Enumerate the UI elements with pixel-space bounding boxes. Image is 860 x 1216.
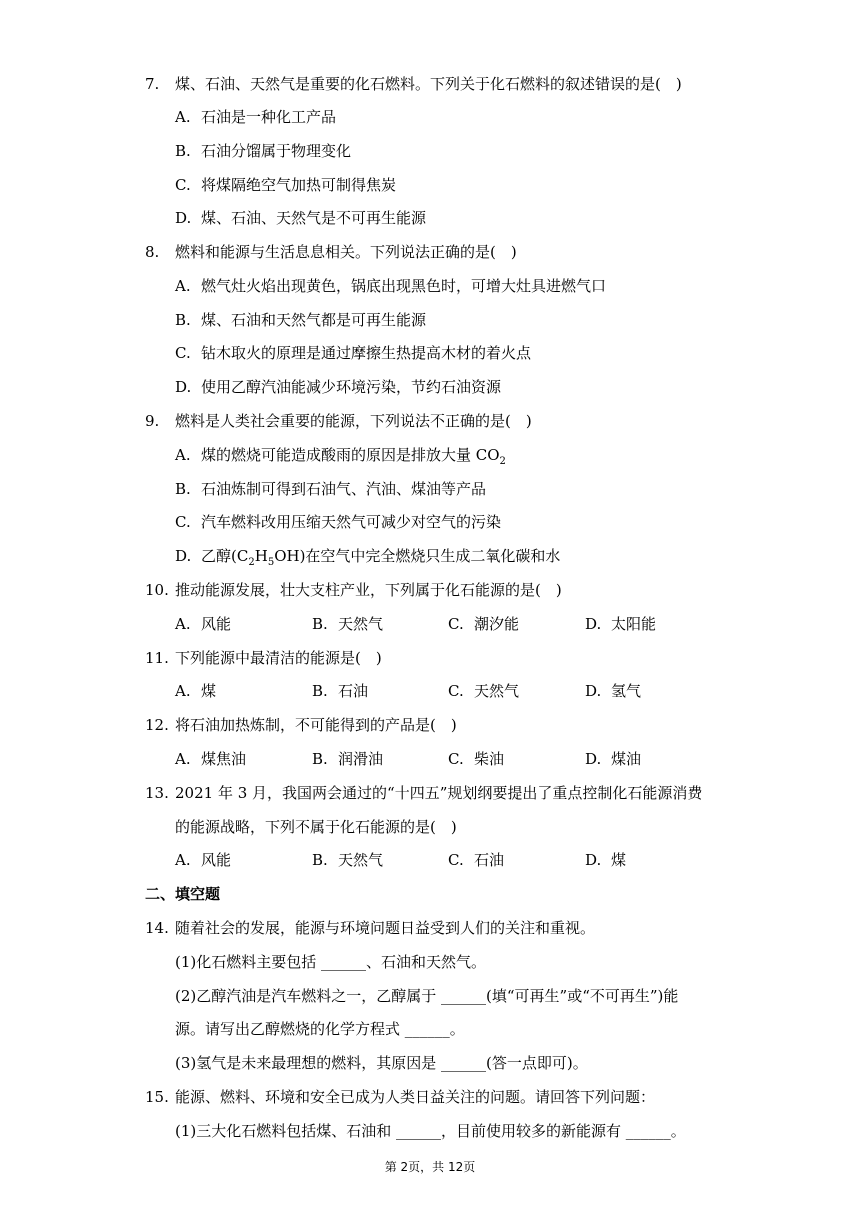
option-d: D. 氢气 bbox=[585, 682, 642, 700]
option-a: A. 风能 bbox=[175, 851, 232, 869]
option-a: A. 石油是一种化工产品 bbox=[175, 108, 337, 126]
option-c: C. 天然气 bbox=[448, 682, 520, 700]
question-text: 燃料和能源与生活息息相关。下列说法正确的是( ) bbox=[175, 243, 517, 261]
sub-question-3: (3)氢气是未来最理想的燃料，其原因是 ______(答一点即可)。 bbox=[175, 1054, 588, 1072]
question-text: 随着社会的发展，能源与环境问题日益受到人们的关注和重视。 bbox=[175, 919, 596, 937]
option-d: D. 太阳能 bbox=[585, 615, 657, 633]
option-c: C. 柴油 bbox=[448, 750, 505, 768]
option-c: C. 汽车燃料改用压缩天然气可减少对空气的污染 bbox=[175, 513, 502, 531]
option-a: A. 煤 bbox=[175, 682, 217, 700]
question-number: 7. bbox=[145, 75, 160, 93]
question-text: 将石油加热炼制，不可能得到的产品是( ) bbox=[175, 716, 457, 734]
sub-question-1: (1)化石燃料主要包括 ______、石油和天然气。 bbox=[175, 953, 487, 971]
question-text: 煤、石油、天然气是重要的化石燃料。下列关于化石燃料的叙述错误的是( ) bbox=[175, 75, 682, 93]
question-number: 11. bbox=[145, 649, 169, 667]
question-text: 下列能源中最清洁的能源是( ) bbox=[175, 649, 382, 667]
option-d: D. 使用乙醇汽油能减少环境污染，节约石油资源 bbox=[175, 378, 502, 396]
page-footer: 第 2页，共 12页 bbox=[384, 1160, 476, 1174]
option-d: D. 煤油 bbox=[585, 750, 642, 768]
question-text-continued: 的能源战略，下列不属于化石能源的是( ) bbox=[175, 818, 457, 836]
option-b: B. 煤、石油和天然气都是可再生能源 bbox=[175, 311, 427, 329]
option-c: C. 石油 bbox=[448, 851, 505, 869]
option-a: A. 风能 bbox=[175, 615, 232, 633]
question-number: 15. bbox=[145, 1088, 169, 1106]
option-c: C. 将煤隔绝空气加热可制得焦炭 bbox=[175, 176, 397, 194]
question-number: 13. bbox=[145, 784, 169, 802]
option-c: C. 钻木取火的原理是通过摩擦生热提高木材的着火点 bbox=[175, 344, 532, 362]
question-number: 10. bbox=[145, 581, 169, 599]
option-b: B. 石油分馏属于物理变化 bbox=[175, 142, 352, 160]
option-a: A. 煤的燃烧可能造成酸雨的原因是排放大量 $CO_2$ bbox=[175, 446, 506, 467]
question-text: 推动能源发展，壮大支柱产业，下列属于化石能源的是( ) bbox=[175, 581, 562, 599]
option-a: A. 燃气灶火焰出现黄色，锅底出现黑色时，可增大灶具进燃气口 bbox=[175, 277, 607, 295]
option-d: D. 乙醇$(C_2H_5OH)$在空气中完全燃烧只生成二氧化碳和水 bbox=[175, 547, 561, 568]
question-number: 8. bbox=[145, 243, 160, 261]
option-b: B. 天然气 bbox=[312, 615, 384, 633]
option-a: A. 煤焦油 bbox=[175, 750, 247, 768]
section-title: 二、填空题 bbox=[145, 885, 221, 903]
question-text: 2021 年 3 月，我国两会通过的“十四五”规划纲要提出了重点控制化石能源消费 bbox=[175, 784, 703, 802]
sub-question-2: (2)乙醇汽油是汽车燃料之一，乙醇属于 ______(填“可再生”或“不可再生”)能 bbox=[175, 987, 679, 1005]
option-d: D. 煤、石油、天然气是不可再生能源 bbox=[175, 209, 427, 227]
option-b: B. 润滑油 bbox=[312, 750, 384, 768]
sub-question-1: (1)三大化石燃料包括煤、石油和 ______，目前使用较多的新能源有 ______。 bbox=[175, 1122, 686, 1140]
question-number: 9. bbox=[145, 412, 160, 430]
option-b: B. 石油 bbox=[312, 682, 369, 700]
option-d: D. 煤 bbox=[585, 851, 627, 869]
sub-question-2-continued: 源。请写出乙醇燃烧的化学方程式 ______。 bbox=[175, 1020, 465, 1038]
option-b: B. 天然气 bbox=[312, 851, 384, 869]
question-number: 14. bbox=[145, 919, 169, 937]
question-number: 12. bbox=[145, 716, 169, 734]
question-text: 能源、燃料、环境和安全已成为人类日益关注的问题。请回答下列问题： bbox=[175, 1088, 656, 1106]
question-text: 燃料是人类社会重要的能源，下列说法不正确的是( ) bbox=[175, 412, 532, 430]
option-b: B. 石油炼制可得到石油气、汽油、煤油等产品 bbox=[175, 480, 487, 498]
option-c: C. 潮汐能 bbox=[448, 615, 520, 633]
